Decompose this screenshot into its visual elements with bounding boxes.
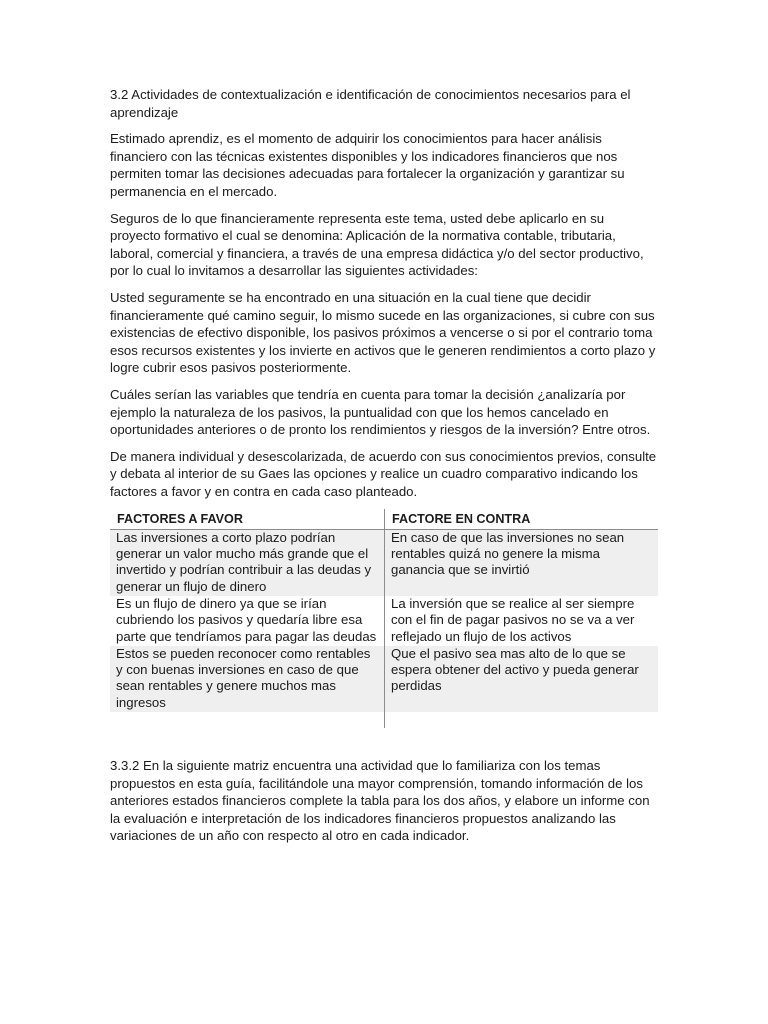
table-cell-empty [385,712,659,728]
table-row [110,596,658,646]
header-factors-for: FACTORES A FAVOR [110,509,385,529]
table-header-row [110,509,658,529]
table-cell: Las inversiones a corto plazo podrían generar un valor mucho más grande que el invertido y podrían contribuir a las deudas y generar un flujo de dinero [110,529,385,596]
paragraph-project: Seguros de lo que financieramente representa este tema, usted debe aplicarlo en su proyecto formativo el cual se denomina: Aplicación de la normativa contable, tributaria, laboral, comercial y financiera, a través de una empresa didáctica y/o del sector productivo, por lo cual lo invitamos a desarrollar las siguientes actividades: [110,210,644,279]
document-body [110,86,658,854]
table-cell: En caso de que las inversiones no sean rentables quizá no genere la misma ganancia que se invirtió [385,529,659,596]
table-cell: Es un flujo de dinero ya que se irían cubriendo los pasivos y quedaría libre esa parte que tendríamos para pagar las deudas [116,595,377,644]
paragraph-intro: Estimado aprendiz, es el momento de adquirir los conocimientos para hacer análisis financiero con las técnicas existentes disponibles y los indicadores financieros que nos permiten tomar las decisiones adecuadas para fortalecer la organización y garantizar su permanencia en el mercado. [110,131,625,199]
table-row [110,529,658,596]
comparison-table [110,509,658,728]
table-cell: La inversión que se realice al ser siempre con el fin de pagar pasivos no se va a ver reflejado un flujo de los activos [385,596,659,646]
paragraph-variables: Cuáles serían las variables que tendría en cuenta para tomar la decisión ¿analizaría por ejemplo la naturaleza de los pasivos, la puntualidad con que los hemos cancelado en oportunidades anteriores o de pronto los rendimientos y riesgos de la inversión? Entre otros. [110,386,651,438]
header-factors-against: FACTORE EN CONTRA [385,509,659,529]
paragraph-situation: Usted seguramente se ha encontrado en una situación en la cual tiene que decidir financieramente qué camino seguir, lo mismo sucede en las organizaciones, si cubre con sus existencias de efectivo disponible, los pasivos próximos a vencerse o si por el contrario toma esos recursos existentes y los invierte en activos que le generen rendimientos a corto plazo y logre cubrir esos pasivos posteriormente. [110,289,656,376]
paragraph-activity: 3.3.2 En la siguiente matriz encuentra una actividad que lo familiariza con los temas propuestos en esta guía, facilitándole una mayor comprensión, tomando información de los anteriores estados financieros complete la tabla para los dos años, y elabore un informe con la evaluación e interpretación de los indicadores financieros propuestos analizando las variaciones de un año con respecto al otro en cada indicador. [110,758,650,844]
table-empty-row [110,712,658,728]
table-cell-empty [110,712,385,728]
table-cell: Que el pasivo sea mas alto de lo que se espera obtener del activo y pueda generar perdidas [385,646,659,712]
table-row [110,646,658,712]
section-heading: 3.2 Actividades de contextualización e identificación de conocimientos necesarios para el aprendizaje [110,87,631,120]
table-cell: Estos se pueden reconocer como rentables y con buenas inversiones en caso de que sean rentables y genere muchos mas ingresos [110,646,385,712]
paragraph-instructions: De manera individual y desescolarizada, de acuerdo con sus conocimientos previos, consulte y debata al interior de su Gaes las opciones y realice un cuadro comparativo indicando los factores a favor y en contra en cada caso planteado. [110,448,657,499]
